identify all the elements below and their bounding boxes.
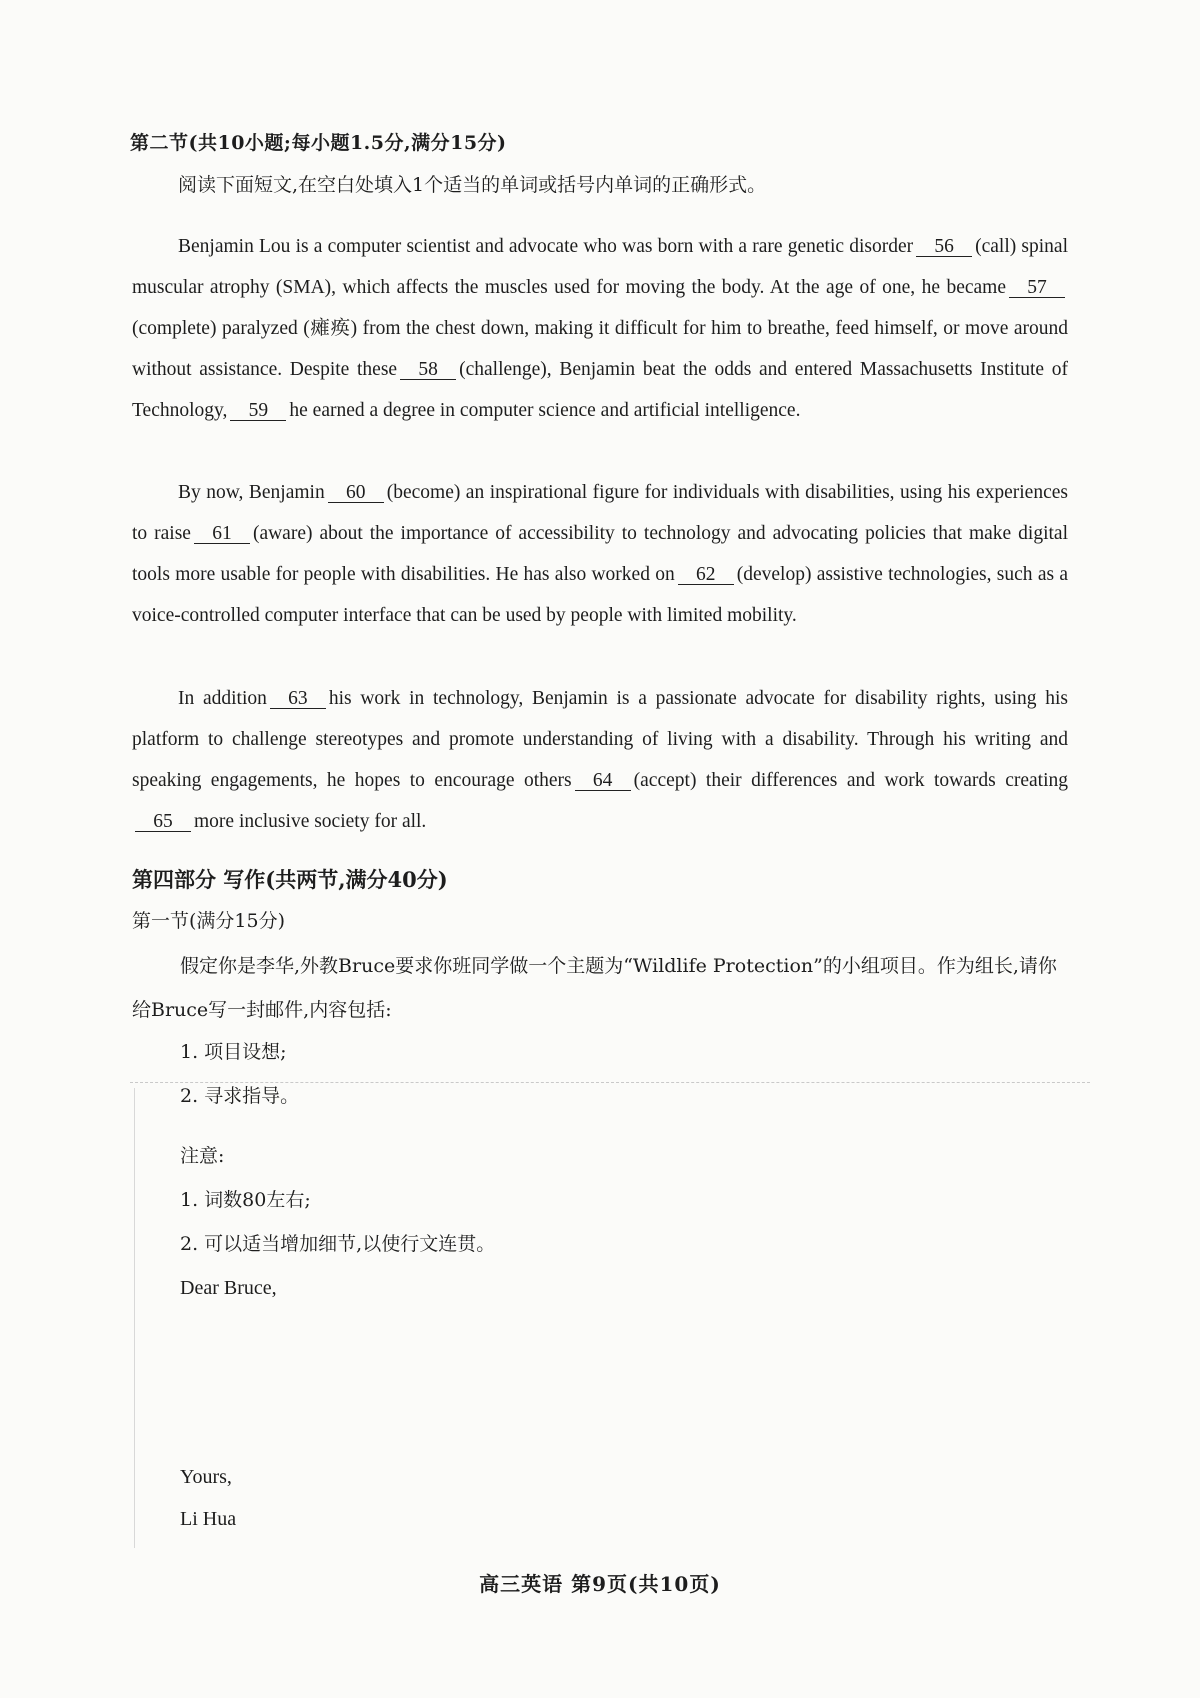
passage-text: (accept) their differences and work towards creating xyxy=(633,770,1069,791)
letter-signature: Li Hua xyxy=(180,1508,237,1530)
passage-paragraph-1 xyxy=(132,226,1068,431)
blank-60: 60 xyxy=(328,484,384,503)
answer-box-top-border xyxy=(130,1082,1090,1083)
note-item: 1. 词数80左右; xyxy=(180,1189,311,1211)
page-footer: 高三英语 第9页(共10页) xyxy=(479,1572,721,1596)
passage-paragraph-2 xyxy=(132,472,1068,636)
letter-salutation: Dear Bruce, xyxy=(180,1277,277,1299)
blank-61: 61 xyxy=(194,525,250,544)
section-heading: 第二节(共10小题;每小题1.5分,满分15分) xyxy=(130,132,507,154)
passage-text: (complete) paralyzed (瘫痪) from the chest down, making it difficult for him to breathe, feed himself, or move around without assistance. Despite these xyxy=(132,318,1068,380)
blank-64: 64 xyxy=(575,772,631,791)
section-instruction: 阅读下面短文,在空白处填入1个适当的单词或括号内单词的正确形式。 xyxy=(178,174,767,196)
writing-task: 假定你是李华,外教Bruce要求你班同学做一个主题为“Wildlife Protection”的小组项目。作为组长,请你给Bruce写一封邮件,内容包括: xyxy=(132,955,1057,1021)
passage-text: (become) an inspirational figure for individuals with disabilities, using his experiences to raise xyxy=(132,482,1068,544)
letter-closing: Yours, xyxy=(180,1466,232,1488)
passage-text: (develop) assistive technologies, such as a voice-controlled computer interface that can be used by people with limited mobility. xyxy=(132,564,1068,626)
answer-box-left-border xyxy=(134,1088,135,1548)
blank-59: 59 xyxy=(230,402,286,421)
passage-text: In addition xyxy=(178,688,267,709)
writing-sub-heading: 第一节(满分15分) xyxy=(132,910,286,932)
passage-text: his work in technology, Benjamin is a passionate advocate for disability rights, using his platform to challenge stereotypes and promote understanding of living with a disability. Through his writing and speaking engagements, he hopes to encourage others xyxy=(132,688,1068,791)
passage-text: he earned a degree in computer science and artificial intelligence. xyxy=(289,400,801,421)
passage-text: Benjamin Lou is a computer scientist and advocate who was born with a rare genetic disorder xyxy=(178,236,914,257)
note-item: 2. 可以适当增加细节,以使行文连贯。 xyxy=(180,1233,496,1255)
passage-text: By now, Benjamin xyxy=(178,482,325,503)
passage-text: (call) spinal muscular atrophy (SMA), which affects the muscles used for moving the body. At the age of one, he became xyxy=(132,236,1068,298)
blank-58: 58 xyxy=(400,361,456,380)
passage-text: (aware) about the importance of accessibility to technology and advocating policies that make digital tools more usable for people with disabilities. He has also worked on xyxy=(132,523,1068,585)
notes-title: 注意: xyxy=(180,1145,225,1167)
requirement-item: 2. 寻求指导。 xyxy=(180,1085,300,1107)
passage-text: (challenge), Benjamin beat the odds and entered Massachusetts Institute of Technology, xyxy=(132,359,1068,421)
passage-paragraph-3 xyxy=(132,678,1068,842)
blank-63: 63 xyxy=(270,690,326,709)
passage-text: more inclusive society for all. xyxy=(194,811,427,832)
writing-part-heading: 第四部分 写作(共两节,满分40分) xyxy=(132,867,448,892)
requirement-item: 1. 项目设想; xyxy=(180,1041,287,1063)
blank-57: 57 xyxy=(1009,279,1065,298)
blank-62: 62 xyxy=(678,566,734,585)
requirement-list xyxy=(180,1030,299,1118)
blank-56: 56 xyxy=(916,238,972,257)
notes-list xyxy=(180,1134,495,1266)
blank-65: 65 xyxy=(135,813,191,832)
